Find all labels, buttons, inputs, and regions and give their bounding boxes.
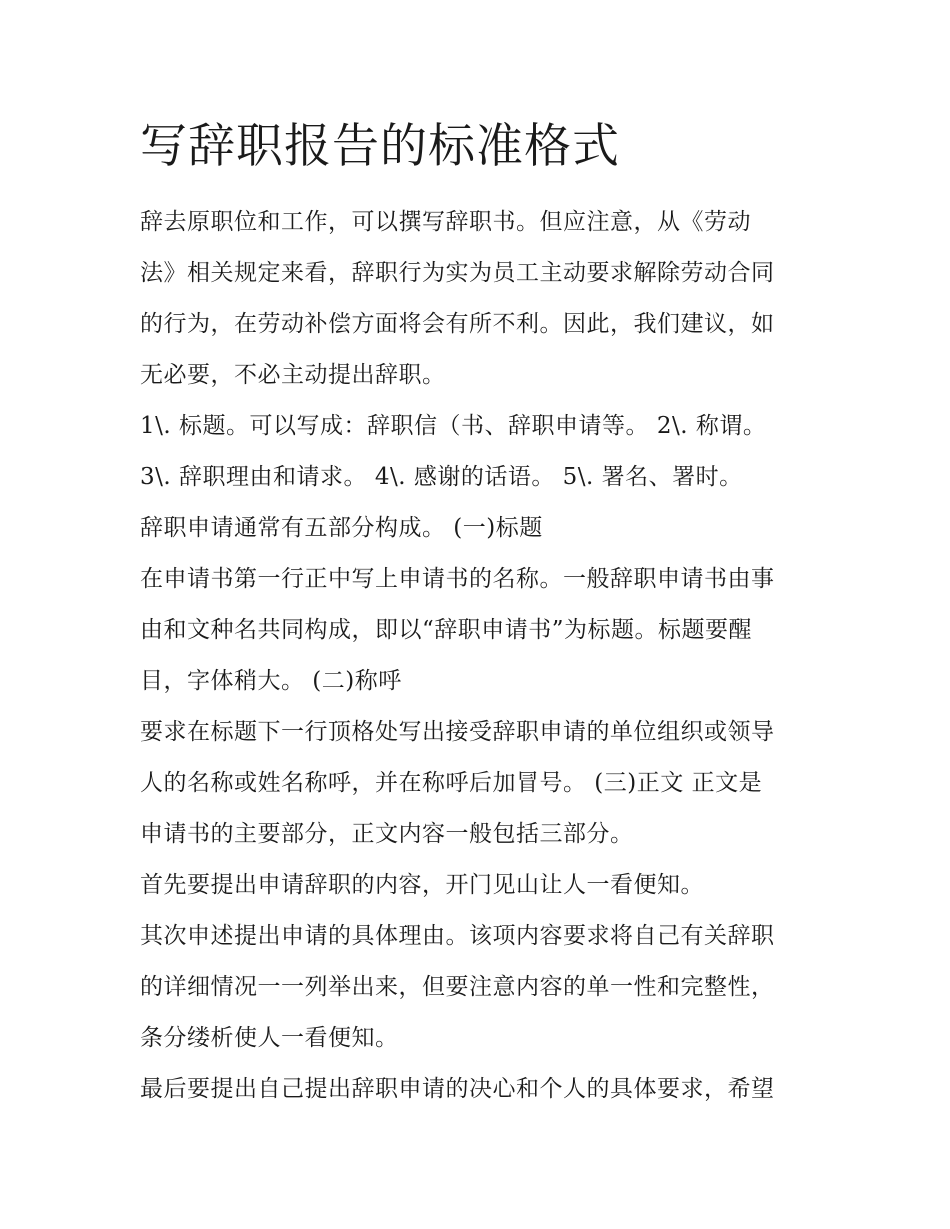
body-line: 1\. 标题。可以写成：辞职信（书、辞职申请等。 2\. 称谓。 xyxy=(140,413,767,439)
body-line: 人的名称或姓名称呼，并在称呼后加冒号。 (三)正文 正文是 xyxy=(140,770,763,796)
body-line: 法》相关规定来看，辞职行为实为员工主动要求解除劳动合同 xyxy=(140,260,775,286)
body-line: 首先要提出申请辞职的内容，开门见山让人一看便知。 xyxy=(140,872,704,898)
body-line: 在申请书第一行正中写上申请书的名称。一般辞职申请书由事 xyxy=(140,566,775,592)
body-line: 由和文种名共同构成，即以“辞职申请书”为标题。标题要醒 xyxy=(140,617,753,643)
document-title: 写辞职报告的标准格式 xyxy=(140,119,620,174)
document-body xyxy=(140,197,830,1115)
body-line: 条分缕析使人一看便知。 xyxy=(140,1025,399,1051)
body-line: 3\. 辞职理由和请求。 4\. 感谢的话语。 5\. 署名、署时。 xyxy=(140,464,743,490)
body-line: 无必要，不必主动提出辞职。 xyxy=(140,362,446,388)
body-line: 辞职申请通常有五部分构成。 (一)标题 xyxy=(140,515,543,541)
body-line: 目，字体稍大。 (二)称呼 xyxy=(140,668,402,694)
body-line: 要求在标题下一行顶格处写出接受辞职申请的单位组织或领导 xyxy=(140,719,775,745)
body-line: 其次申述提出申请的具体理由。该项内容要求将自己有关辞职 xyxy=(140,923,775,949)
body-line: 最后要提出自己提出辞职申请的决心和个人的具体要求，希望 xyxy=(140,1076,775,1102)
body-line: 的详细情况一一列举出来，但要注意内容的单一性和完整性， xyxy=(140,974,775,1000)
body-line: 的行为，在劳动补偿方面将会有所不利。因此，我们建议，如 xyxy=(140,311,775,337)
body-line: 辞去原职位和工作，可以撰写辞职书。但应注意，从《劳动 xyxy=(140,209,751,235)
body-line: 申请书的主要部分，正文内容一般包括三部分。 xyxy=(140,821,634,847)
